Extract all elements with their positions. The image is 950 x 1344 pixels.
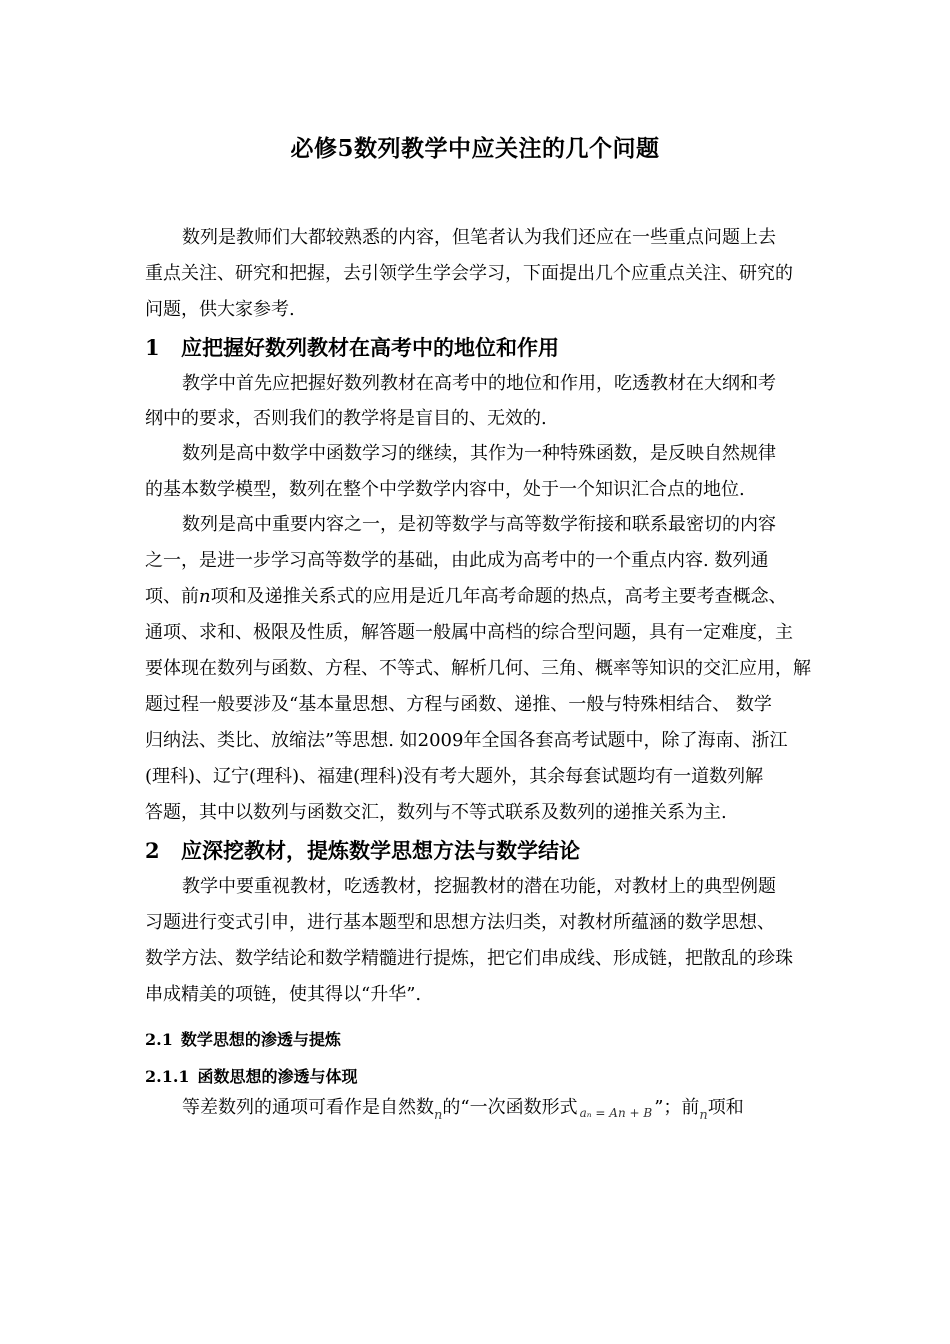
s1-p1-line-2: 纲中的要求，否则我们的教学将是盲目的、无效的.: [145, 408, 547, 429]
variable-n-2: n: [699, 1108, 708, 1123]
last-line-post: ”；前: [654, 1097, 700, 1118]
s1-p3-line-3: [145, 585, 825, 609]
intro-line-3: 问题，供大家参考.: [145, 299, 295, 320]
s2-p1-line-4: 串成精美的项链，使其得以“升华”.: [145, 984, 422, 1005]
subsection-2-1-number: 2.1: [145, 1030, 173, 1049]
section-1-heading: [145, 332, 559, 362]
subsection-2-1-heading: [145, 1027, 341, 1050]
subsection-2-1-1-number: 2.1.1: [145, 1067, 190, 1086]
s1-p3-line-2: 之一，是进一步学习高等数学的基础，由此成为高考中的一个重点内容. 数列通: [145, 550, 769, 571]
variable-n: n: [199, 586, 211, 607]
section-1-title: 应把握好数列教材在高考中的地位和作用: [181, 335, 559, 360]
s1-p2-line-2: 的基本数学模型，数列在整个中学数学内容中，处于一个知识汇合点的地位.: [145, 479, 745, 500]
s1-p3-line-6: 题过程一般要涉及“基本量思想、方程与函数、递推、一般与特殊相结合、 数学: [145, 694, 772, 715]
s2-p1-line-3: 数学方法、数学结论和数学精髓进行提炼，把它们串成线、形成链，把散乱的珍珠: [145, 948, 793, 969]
intro-line-1: 数列是教师们大都较熟悉的内容，但笔者认为我们还应在一些重点问题上去: [182, 227, 776, 248]
s1-p3-line-9: 答题，其中以数列与函数交汇，数列与不等式联系及数列的递推关系为主.: [145, 802, 727, 823]
s1-p3-line-8: (理科)、辽宁(理科)、福建(理科)没有考大题外，其余每套试题均有一道数列解: [145, 766, 764, 787]
section-2-number: 2: [145, 838, 160, 863]
last-line-mid: 的“一次函数形式: [442, 1097, 578, 1118]
section-2-title: 应深挖教材，提炼数学思想方法与数学结论: [181, 838, 580, 863]
s1-p3-line-3-pre: 项、前: [145, 586, 199, 607]
intro-line-2: 重点关注、研究和把握，去引领学生学会学习，下面提出几个应重点关注、研究的: [145, 263, 793, 284]
s1-p3-line-3-post: 项和及递推关系式的应用是近几年高考命题的热点，高考主要考查概念、: [210, 586, 787, 607]
s1-p1-line-1: 教学中首先应把握好数列教材在高考中的地位和作用，吃透教材在大纲和考: [182, 373, 776, 394]
page-title: 必修5数列教学中应关注的几个问题: [290, 135, 660, 162]
last-line-end: 项和: [707, 1097, 744, 1118]
last-line-pre: 等差数列的通项可看作是自然数: [182, 1097, 434, 1118]
s1-p3-line-1: 数列是高中重要内容之一，是初等数学与高等数学衔接和联系最密切的内容: [182, 514, 776, 535]
s2-p1-line-1: 教学中要重视教材，吃透教材，挖掘教材的潜在功能，对教材上的典型例题: [182, 876, 776, 897]
s1-p2-line-1: 数列是高中数学中函数学习的继续，其作为一种特殊函数，是反映自然规律: [182, 443, 776, 464]
s1-p3-line-4: 通项、求和、极限及性质，解答题一般属中高档的综合型问题，具有一定难度，主: [145, 622, 793, 643]
s2-p1-line-2: 习题进行变式引申，进行基本题型和思想方法归类，对教材所蕴涵的数学思想、: [145, 912, 775, 933]
section-1-number: 1: [145, 335, 160, 360]
section-2-heading: [145, 835, 580, 865]
subsection-2-1-title: 数学思想的渗透与提炼: [180, 1030, 341, 1049]
formula-an: aₙ = An + B: [579, 1106, 653, 1120]
variable-n-1: n: [434, 1108, 443, 1123]
s1-p3-line-5: 要体现在数列与函数、方程、不等式、解析几何、三角、概率等知识的交汇应用，解: [145, 658, 811, 679]
s1-p3-line-7: 归纳法、类比、放缩法”等思想. 如2009年全国各套高考试题中，除了海南、浙江: [145, 730, 788, 751]
s2-last-line: [182, 1096, 825, 1122]
subsection-2-1-1-heading: [145, 1064, 358, 1087]
subsection-2-1-1-title: 函数思想的渗透与体现: [197, 1067, 358, 1086]
